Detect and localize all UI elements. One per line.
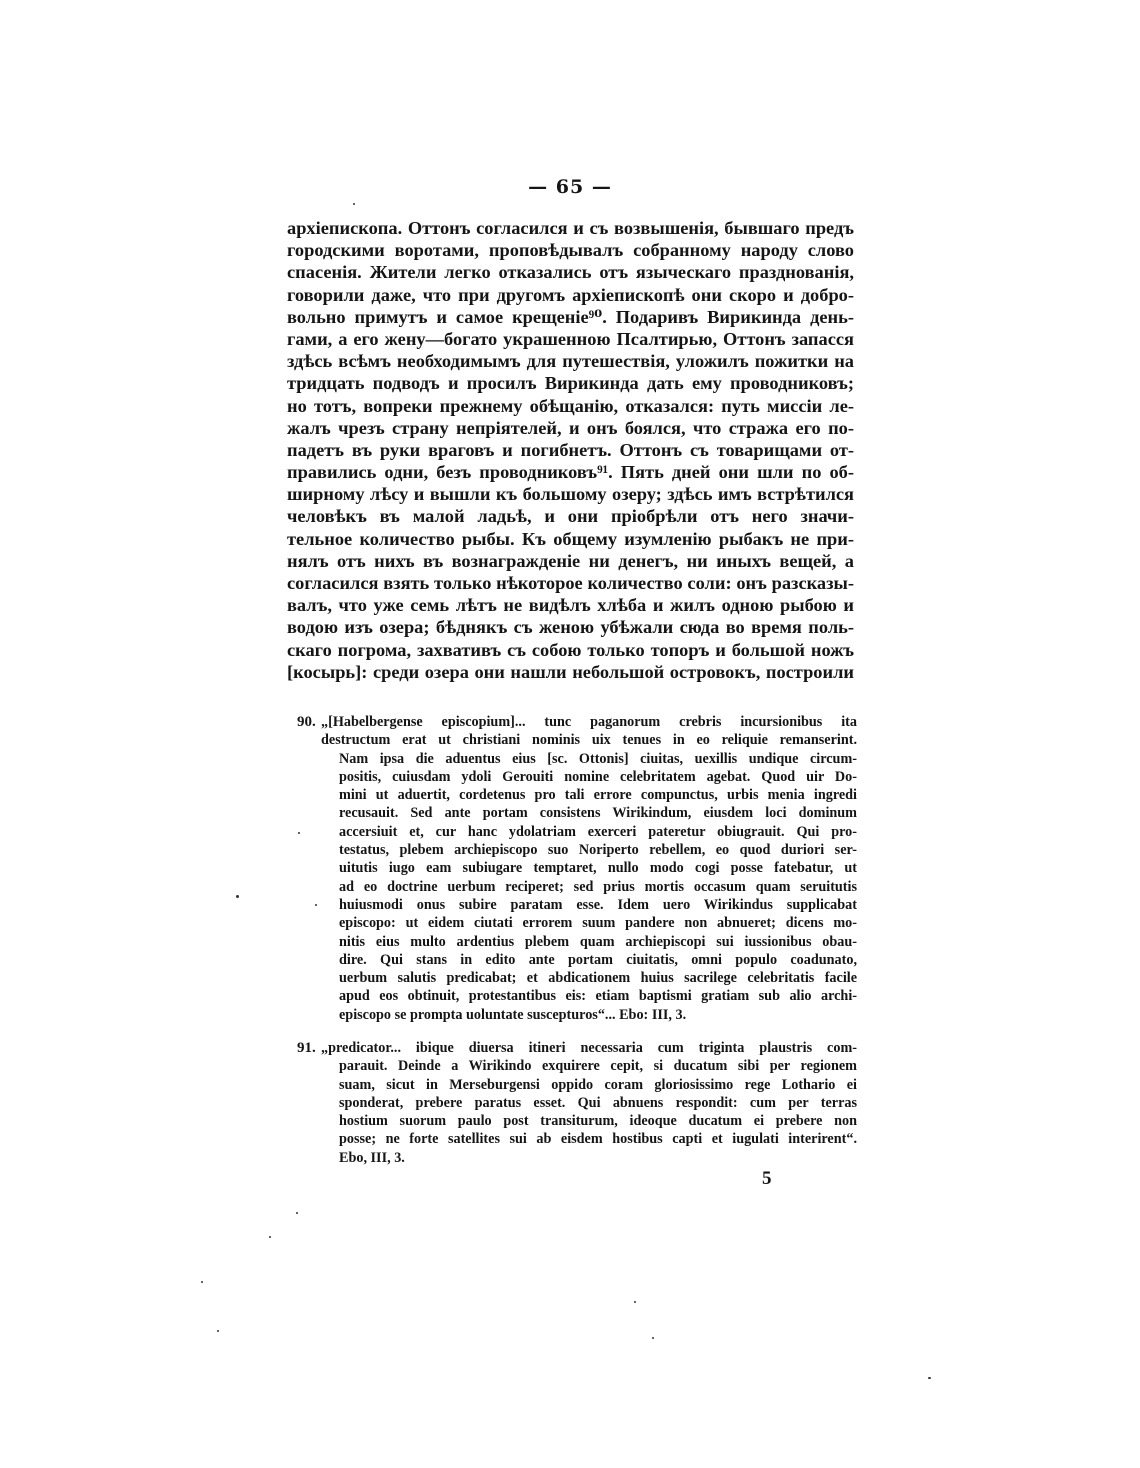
footnote-line: huiusmodi onus subire paratam esse. Idem uero Wirikindus supplicabat xyxy=(339,896,857,913)
text-line: нялъ отъ нихъ въ вознагражденіе ни денегъ, ни иныхъ вещей, а xyxy=(287,550,854,571)
footnote-line: dire. Qui stans in edito ante portam ciuitatis, omni populo coadunato, xyxy=(339,951,857,968)
text-line: валъ, что уже семь лѣтъ не видѣлъ хлѣба и жилъ одною рыбою и xyxy=(287,595,854,616)
scan-speck xyxy=(353,203,355,205)
text-line: говорили даже, что при другомъ архіепископѣ они скоро и добро- xyxy=(287,284,854,305)
footnote-line: posse; ne forte satellites sui ab eisdem hostibus capti et iugulati interirent“. xyxy=(339,1131,857,1148)
footnote-line: positis, cuiusdam ydoli Gerouiti nomine celebritatem agebat. Quod uir Do- xyxy=(339,768,857,785)
page-number: — 65 — xyxy=(528,176,612,198)
footnote-line: uerbum salutis predicabat; et abdicationem huius sacrilege celebritatis facile xyxy=(339,970,857,987)
text-line: архіепископа. Оттонъ согласился и съ возвышенія, бывшаго предъ xyxy=(287,218,854,238)
footnote-number: 91. xyxy=(297,1040,316,1056)
footnote-text xyxy=(321,713,857,1024)
text-line: вольно примутъ и самое крещеніе⁹⁰. Подаривъ Вирикинда день- xyxy=(287,306,854,327)
main-body-text xyxy=(287,217,854,683)
footnote-line: uitutis iugo eam subiugare temptaret, nullo modo cogi posse fatebatur, ut xyxy=(339,860,857,877)
footnote-line: sponderat, prebere paratus esset. Qui abnuens respondit: cum per terras xyxy=(339,1094,857,1111)
footnote-line: suam, sicut in Merseburgensi oppido coram gloriosissimo rege Lothario ei xyxy=(339,1076,857,1093)
scan-speck xyxy=(217,1330,219,1332)
signature-number: 5 xyxy=(762,1168,772,1189)
scan-speck xyxy=(269,1236,271,1238)
footnote-line: recusauit. Sed ante portam consistens Wirikindum, eiusdem loci dominum xyxy=(339,805,857,822)
text-line: человѣкъ въ малой ладьѣ, и они пріобрѣли отъ него значи- xyxy=(287,506,854,527)
footnote-line: hostium suorum paulo post transiturum, ideoque ducatum ei prebere non xyxy=(339,1113,857,1130)
footnote-line: Nam ipsa die aduentus eius [sc. Ottonis] ciuitas, uexillis undique circum- xyxy=(339,750,857,767)
footnote-line: destructum erat ut christiani nominis uix tenues in eo reliquie remanserint. xyxy=(321,732,857,749)
footnote-text xyxy=(321,1039,857,1167)
text-line: водою изъ озера; бѣднякъ съ женою убѣжали сюда во время поль- xyxy=(287,617,854,638)
scan-speck xyxy=(236,895,239,898)
footnote-line: apud eos obtinuit, protestantibus eis: etiam baptismi gratiam sub alio archi- xyxy=(339,988,857,1005)
text-line: [косырь]: среди озера они нашли небольшой островокъ, построили xyxy=(287,661,854,682)
text-line: но тотъ, вопреки прежнему обѣщанію, отказался: путь миссіи ле- xyxy=(287,395,854,416)
text-line: здѣсь всѣмъ необходимымъ для путешествія, уложилъ пожитки на xyxy=(287,351,854,372)
text-line: тридцать подводъ и просилъ Вирикинда дать ему проводниковъ; xyxy=(287,373,854,394)
footnote-line: „predicator... ibique diuersa itineri necessaria cum triginta plaustris com- xyxy=(321,1040,857,1056)
scan-speck xyxy=(201,1281,203,1283)
text-line: городскими воротами, проповѣдывалъ собранному народу слово xyxy=(287,240,854,261)
footnote-line: ad eo doctrine uerbum reciperet; sed prius mortis occasum quam seruitutis xyxy=(339,878,857,895)
text-line: правились одни, безъ проводниковъ⁹¹. Пять дней они шли по об- xyxy=(287,462,854,483)
footnote-line: accersiuit et, cur hanc ydolatriam exerceri pateretur obiugrauit. Qui pro- xyxy=(339,823,857,840)
scan-speck xyxy=(634,1301,636,1303)
text-line: падетъ въ руки враговъ и погибнетъ. Оттонъ съ товарищами от- xyxy=(287,439,854,460)
footnote-line: episcopo se prompta uoluntate suscepturos“... Ebo: III, 3. xyxy=(339,1006,687,1023)
scan-speck xyxy=(928,1377,931,1379)
footnote-line: mini ut aduertit, cordetenus pro tali errore compunctus, urbis menia ingredi xyxy=(339,787,857,804)
text-line: согласился взять только нѣкоторое количество соли: онъ разсказы- xyxy=(287,573,854,593)
text-line: тельное количество рыбы. Къ общему изумленію рыбакъ не при- xyxy=(287,528,854,549)
footnote-line: nitis eius multo ardentius plebem quam archiepiscopi sui iussionibus obau- xyxy=(339,933,857,950)
text-line: скаго погрома, захвативъ съ собою только топоръ и большой ножъ xyxy=(287,639,854,660)
footnote-number: 90. xyxy=(297,714,316,730)
text-line: жалъ чрезъ страну непріятелей, и онъ боялся, что стража его по- xyxy=(287,417,854,438)
footnote-line: episcopo: ut eidem ciutati errorem suum pandere non abnueret; dicens mo- xyxy=(339,915,857,932)
footnote-line: parauit. Deinde a Wirikindo exquirere cepit, si ducatum sibi per regionem xyxy=(339,1058,857,1075)
text-line: спасенія. Жители легко отказались отъ языческаго празднованія, xyxy=(287,262,854,283)
scan-speck xyxy=(296,1212,298,1214)
text-line: гами, а его жену—богато украшенною Псалтирью, Оттонъ запасся xyxy=(287,328,854,349)
footnote-line: „[Habelbergense episcopium]... tunc paganorum crebris incursionibus ita xyxy=(321,714,857,730)
footnote-line: Ebo, III, 3. xyxy=(339,1149,405,1166)
scan-speck xyxy=(652,1337,654,1339)
scan-speck xyxy=(315,904,317,906)
scan-speck xyxy=(298,832,300,834)
footnote-line: testatus, plebem archiepiscopo suo Noriperto rebellem, eo quod duriori ser- xyxy=(339,842,857,859)
text-line: ширному лѣсу и вышли къ большому озеру; здѣсь имъ встрѣтился xyxy=(287,484,854,505)
